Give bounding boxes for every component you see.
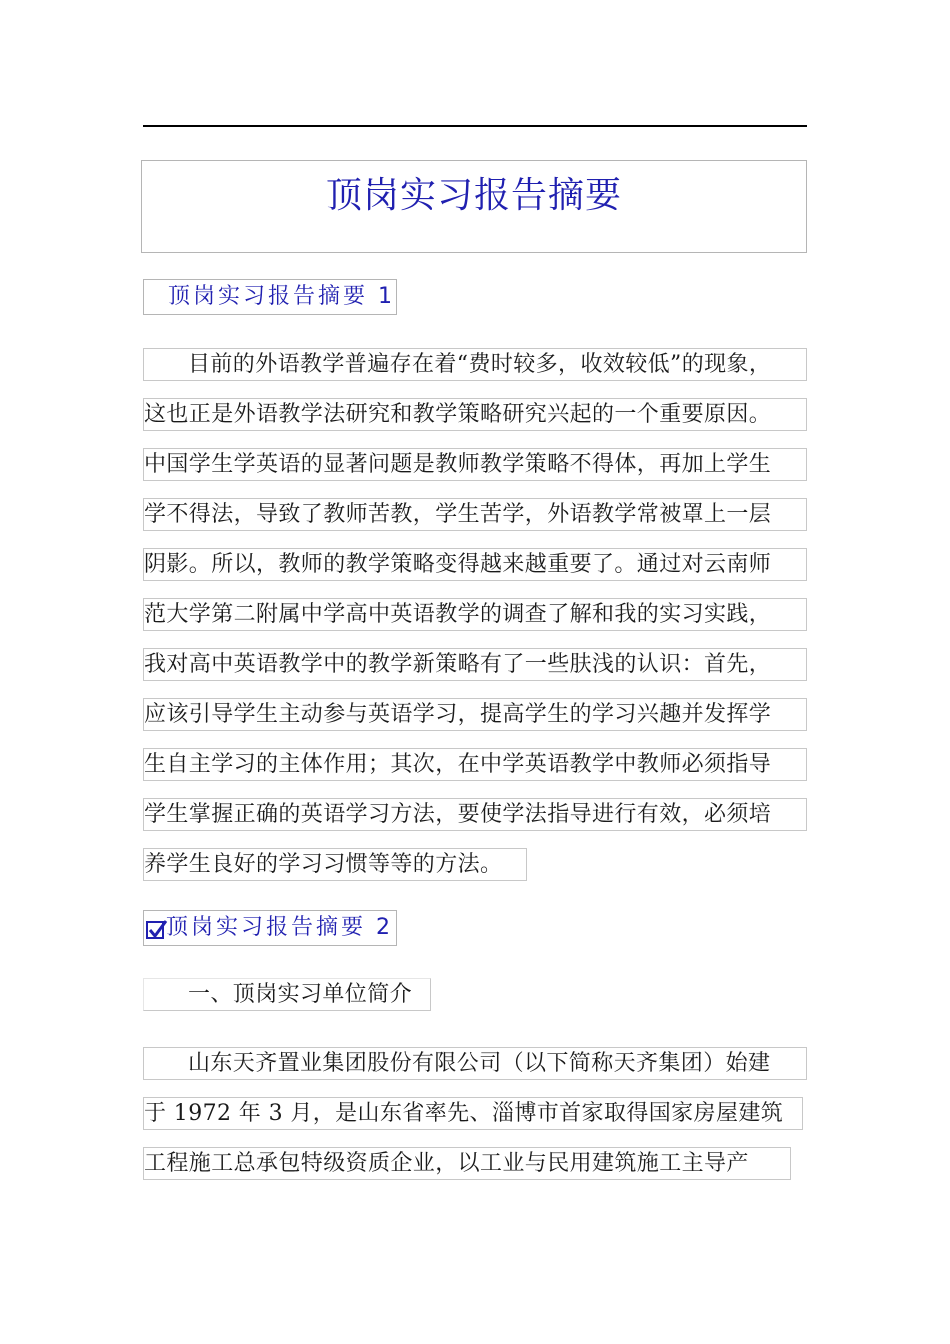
paragraph-line: 这也正是外语教学法研究和教学策略研究兴起的一个重要原因。 [143, 398, 807, 431]
paragraph-line: 范大学第二附属中学高中英语教学的调查了解和我的实习实践， [143, 598, 807, 631]
section-1-heading: 顶岗实习报告摘要 1 [143, 279, 397, 315]
paragraph-line: 学不得法，导致了教师苦教，学生苦学，外语教学常被罩上一层 [143, 498, 807, 531]
paragraph-line: 我对高中英语教学中的教学新策略有了一些肤浅的认识：首先， [143, 648, 807, 681]
paragraph-line: 学生掌握正确的英语学习方法，要使学法指导进行有效，必须培 [143, 798, 807, 831]
paragraph-line: 阴影。所以，教师的教学策略变得越来越重要了。通过对云南师 [143, 548, 807, 581]
document-title: 顶岗实习报告摘要 [325, 175, 622, 216]
title-box [141, 160, 807, 253]
header-rule [143, 125, 807, 127]
paragraph-line: 山东天齐置业集团股份有限公司（以下简称天齐集团）始建 [143, 1047, 807, 1080]
paragraph-line: 应该引导学生主动参与英语学习，提高学生的学习兴趣并发挥学 [143, 698, 807, 731]
paragraph-line: 目前的外语教学普遍存在着“费时较多，收效较低”的现象， [143, 348, 807, 381]
section-2-subheading: 一、顶岗实习单位简介 [143, 978, 431, 1011]
paragraph-line: 工程施工总承包特级资质企业，以工业与民用建筑施工主导产 [143, 1147, 791, 1180]
paragraph-line: 养学生良好的学习习惯等等的方法。 [143, 848, 527, 881]
section-2-heading: 顶岗实习报告摘要 2 [143, 910, 397, 946]
paragraph-line: 于 1972 年 3 月，是山东省率先、淄博市首家取得国家房屋建筑 [143, 1097, 803, 1130]
paragraph-line: 中国学生学英语的显著问题是教师教学策略不得体，再加上学生 [143, 448, 807, 481]
paragraph-line: 生自主学习的主体作用；其次，在中学英语教学中教师必须指导 [143, 748, 807, 781]
